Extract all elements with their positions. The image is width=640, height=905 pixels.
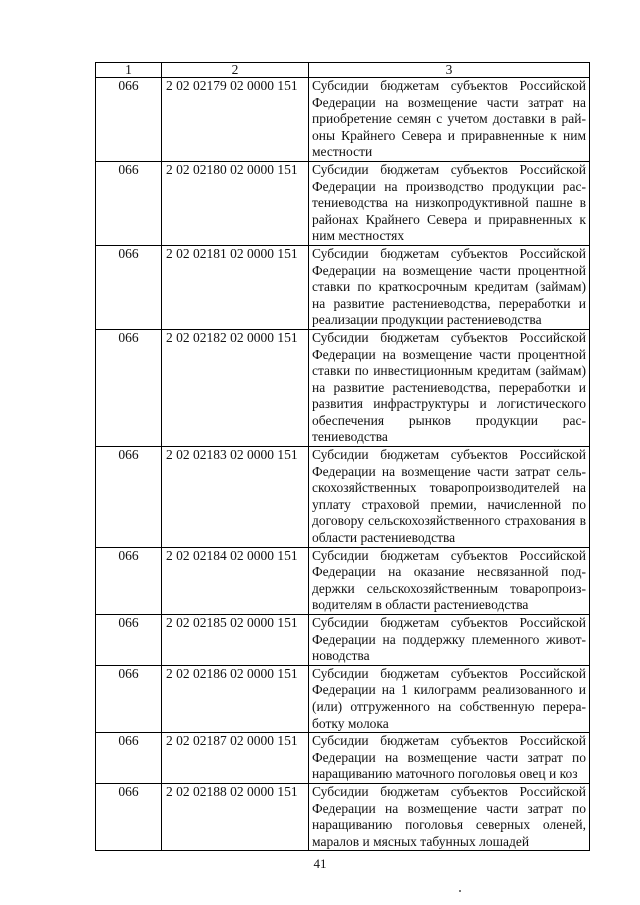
budget-code-cell: 2 02 02181 02 0000 151 (162, 245, 309, 329)
budget-code-cell: 2 02 02182 02 0000 151 (162, 329, 309, 446)
revenue-name-cell: Субсидии бюджетам субъектов Российской Федерации на возмещение части затрат по наращиванию маточного поголовья овец и коз (309, 733, 590, 784)
table-row (96, 245, 590, 329)
revenue-name-cell: Субсидии бюджетам субъектов Российской Федерации на производство продукции растениеводства на низкопродуктивной пашне в районах Крайнего Севера и приравненных к ним местностях (309, 161, 590, 245)
budget-code-cell: 2 02 02184 02 0000 151 (162, 547, 309, 614)
table-row (96, 447, 590, 548)
table-row (96, 547, 590, 614)
budget-code-cell: 2 02 02188 02 0000 151 (162, 783, 309, 850)
table-row (96, 78, 590, 162)
header-row (96, 63, 590, 78)
table-row (96, 665, 590, 732)
scan-speck (459, 890, 461, 892)
column-header-2: 2 (162, 63, 309, 78)
revenue-name-cell: Субсидии бюджетам субъектов Российской Федерации на возмещение части затрат по наращиванию поголовья северных оленей, маралов и мясных табунных лошадей (309, 783, 590, 850)
revenue-name-cell: Субсидии бюджетам субъектов Российской Федерации на возмещение части затрат сельскохозяйственных товаропроизводителей на уплату страховой премии, начисленной по договору сельскохозяйственного страхования в области растениеводства (309, 447, 590, 548)
administrator-code-cell: 066 (96, 245, 162, 329)
page-number: 41 (313, 856, 327, 871)
revenue-name-cell: Субсидии бюджетам субъектов Российской Федерации на возмещение части процентной ставки по инвестиционным кредитам (займам) на развитие растениеводства, переработки и развития инфраструктуры и логистического обеспечения рынков продукции растениеводства (309, 329, 590, 446)
revenue-name-cell: Субсидии бюджетам субъектов Российской Федерации на оказание несвязанной поддержки сельскохозяйственным товаропроизводителям в области растениеводства (309, 547, 590, 614)
administrator-code-cell: 066 (96, 161, 162, 245)
budget-code-cell: 2 02 02183 02 0000 151 (162, 447, 309, 548)
budget-code-cell: 2 02 02186 02 0000 151 (162, 665, 309, 732)
budget-code-cell: 2 02 02179 02 0000 151 (162, 78, 309, 162)
budget-code-cell: 2 02 02185 02 0000 151 (162, 615, 309, 666)
column-header-3: 3 (309, 63, 590, 78)
table-row (96, 161, 590, 245)
table-row (96, 783, 590, 850)
budget-code-cell: 2 02 02180 02 0000 151 (162, 161, 309, 245)
table-row (96, 733, 590, 784)
revenue-name-cell: Субсидии бюджетам субъектов Российской Федерации на 1 килограмм реализованного и (или) отгруженного на собственную переработку молока (309, 665, 590, 732)
revenue-name-cell: Субсидии бюджетам субъектов Российской Федерации на поддержку племенного животноводства (309, 615, 590, 666)
administrator-code-cell: 066 (96, 733, 162, 784)
revenue-name-cell: Субсидии бюджетам субъектов Российской Федерации на возмещение части затрат на приобретение семян с учетом доставки в районы Крайнего Севера и приравненные к ним местности (309, 78, 590, 162)
budget-code-cell: 2 02 02187 02 0000 151 (162, 733, 309, 784)
administrator-code-cell: 066 (96, 329, 162, 446)
administrator-code-cell: 066 (96, 447, 162, 548)
table-row (96, 329, 590, 446)
administrator-code-cell: 066 (96, 783, 162, 850)
revenue-name-cell: Субсидии бюджетам субъектов Российской Федерации на возмещение части процентной ставки по краткосрочным кредитам (займам) на развитие растениеводства, переработки и реализации продукции растениеводства (309, 245, 590, 329)
column-header-1: 1 (96, 63, 162, 78)
administrator-code-cell: 066 (96, 665, 162, 732)
administrator-code-cell: 066 (96, 547, 162, 614)
table-row (96, 615, 590, 666)
administrator-code-cell: 066 (96, 615, 162, 666)
budget-classification-table (95, 62, 590, 851)
administrator-code-cell: 066 (96, 78, 162, 162)
